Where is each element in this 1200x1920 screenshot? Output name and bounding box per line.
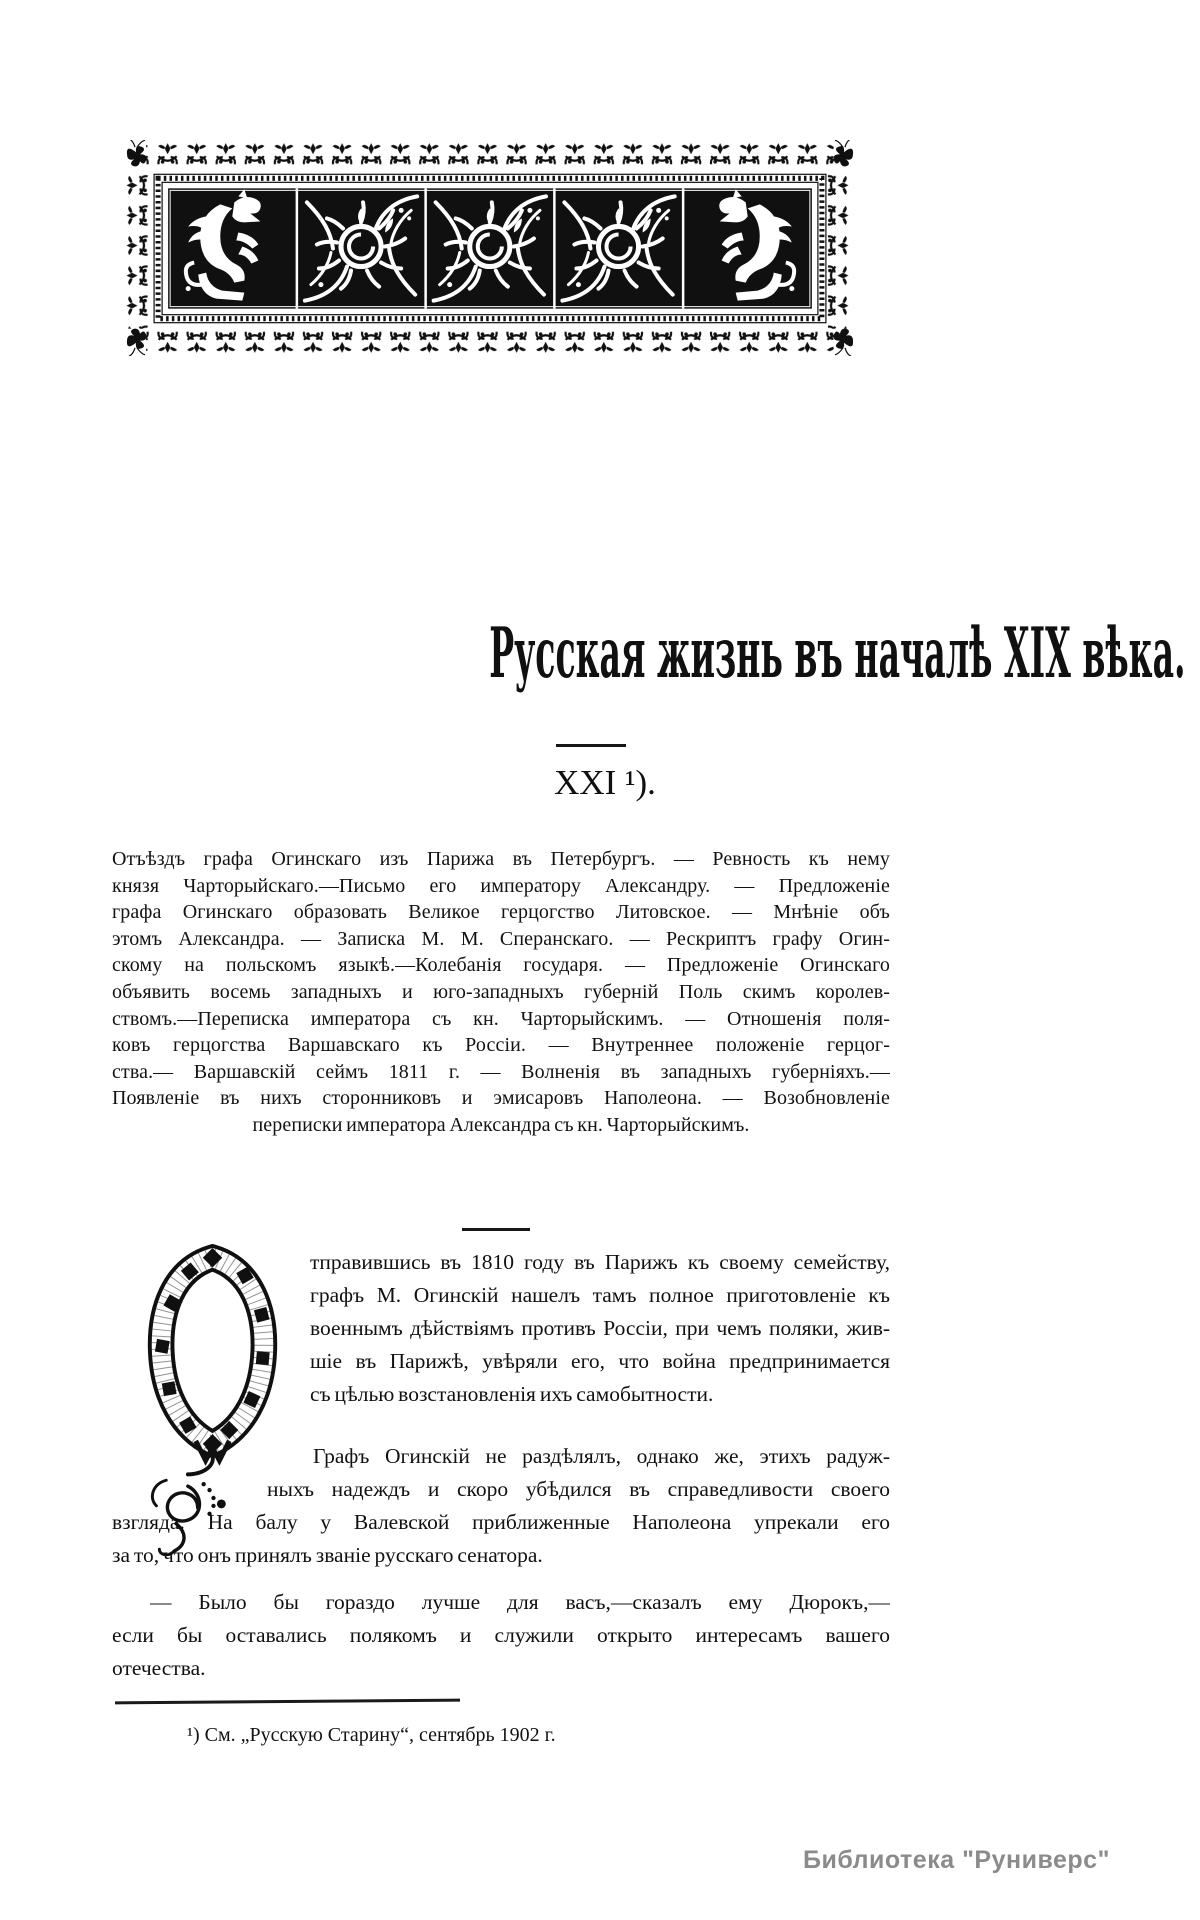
body-line: графъ М. Огинскій нашелъ тамъ полное приготовленіе къ [310,1283,890,1307]
body-paragraph-1 [112,1246,890,1411]
footnote: ¹) См. „Русскую Старину“, сентябрь 1902 г. [187,1724,556,1746]
body-line: взгляда. На балу у Валевской приближенные Наполеона упрекали его [112,1510,890,1534]
headpiece-ornament-icon [124,140,856,356]
page-title-text: Русская жизнь въ началѣ XIX вѣка. [489,613,1186,694]
abstract-line: переписки императора Александра съ кн. Чарторыйскимъ. [252,1113,750,1136]
page-title [112,613,1186,694]
abstract-line: этомъ Александра. — Записка М. М. Сперанскаго. — Рескриптъ графу Огин- [112,927,890,950]
body-line: Графъ Огинскій не раздѣлялъ, однако же, этихъ радуж- [313,1444,890,1468]
abstract-line: графа Огинскаго образовать Великое герцогство Литовское. — Мнѣніе объ [112,901,890,924]
body-line: если бы оставались полякомъ и служили открыто интересамъ вашего [112,1623,890,1647]
divider-rule-under-title [556,744,626,747]
footnote-rule [115,1699,460,1705]
library-watermark: Библиотека "Руниверс" [803,1846,1110,1874]
body-paragraph-3 [112,1586,890,1685]
abstract-line: ствомъ.—Переписка императора съ кн. Чарторыйскимъ. — Отношенія поля- [112,1007,890,1030]
body-line: военнымъ дѣйствіямъ противъ Россіи, при чемъ поляки, жив- [310,1316,890,1340]
abstract-line: Появленіе въ нихъ сторонниковъ и эмисаровъ Наполеона. — Возобновленіе [112,1087,890,1110]
body-line: отечества. [112,1656,206,1680]
abstract-line: ковъ герцогства Варшавскаго къ Россіи. — Внутреннее положеніе герцог- [112,1034,890,1057]
body-line: — Было бы гораздо лучше для васъ,—сказалъ ему Дюрокъ,— [150,1590,890,1614]
chapter-abstract [112,846,890,1139]
abstract-line: Отъѣздъ графа Огинскаго изъ Парижа въ Петербургъ. — Ревность къ нему [112,848,890,870]
body-paragraph-2 [112,1440,890,1572]
body-line: тправившись въ 1810 году въ Парижъ къ своему семейству, [310,1250,890,1274]
body-line: шіе въ Парижѣ, увѣряли его, что война предпринимается [310,1349,890,1373]
body-line: ныхъ надеждъ и скоро убѣдился въ справедливости своего [267,1477,890,1501]
body-line: за то, что онъ принялъ званіе русскаго сенатора. [112,1543,543,1567]
abstract-line: ства.— Варшавскій сеймъ 1811 г. — Волненія въ западныхъ губерніяхъ.— [112,1060,890,1083]
abstract-line: князя Чарторыйскаго.—Письмо его императору Александру. — Предложеніе [112,874,890,897]
chapter-heading: XXI ¹). [554,763,656,802]
abstract-line: скому на польскомъ языкѣ.—Колебанія государя. — Предложеніе Огинскаго [112,954,890,977]
divider-rule-before-body [462,1228,530,1231]
abstract-line: объявить восемь западныхъ и юго-западныхъ губерній Поль скимъ королев- [112,980,890,1003]
body-line: съ цѣлью возстановленія ихъ самобытности. [310,1382,714,1406]
